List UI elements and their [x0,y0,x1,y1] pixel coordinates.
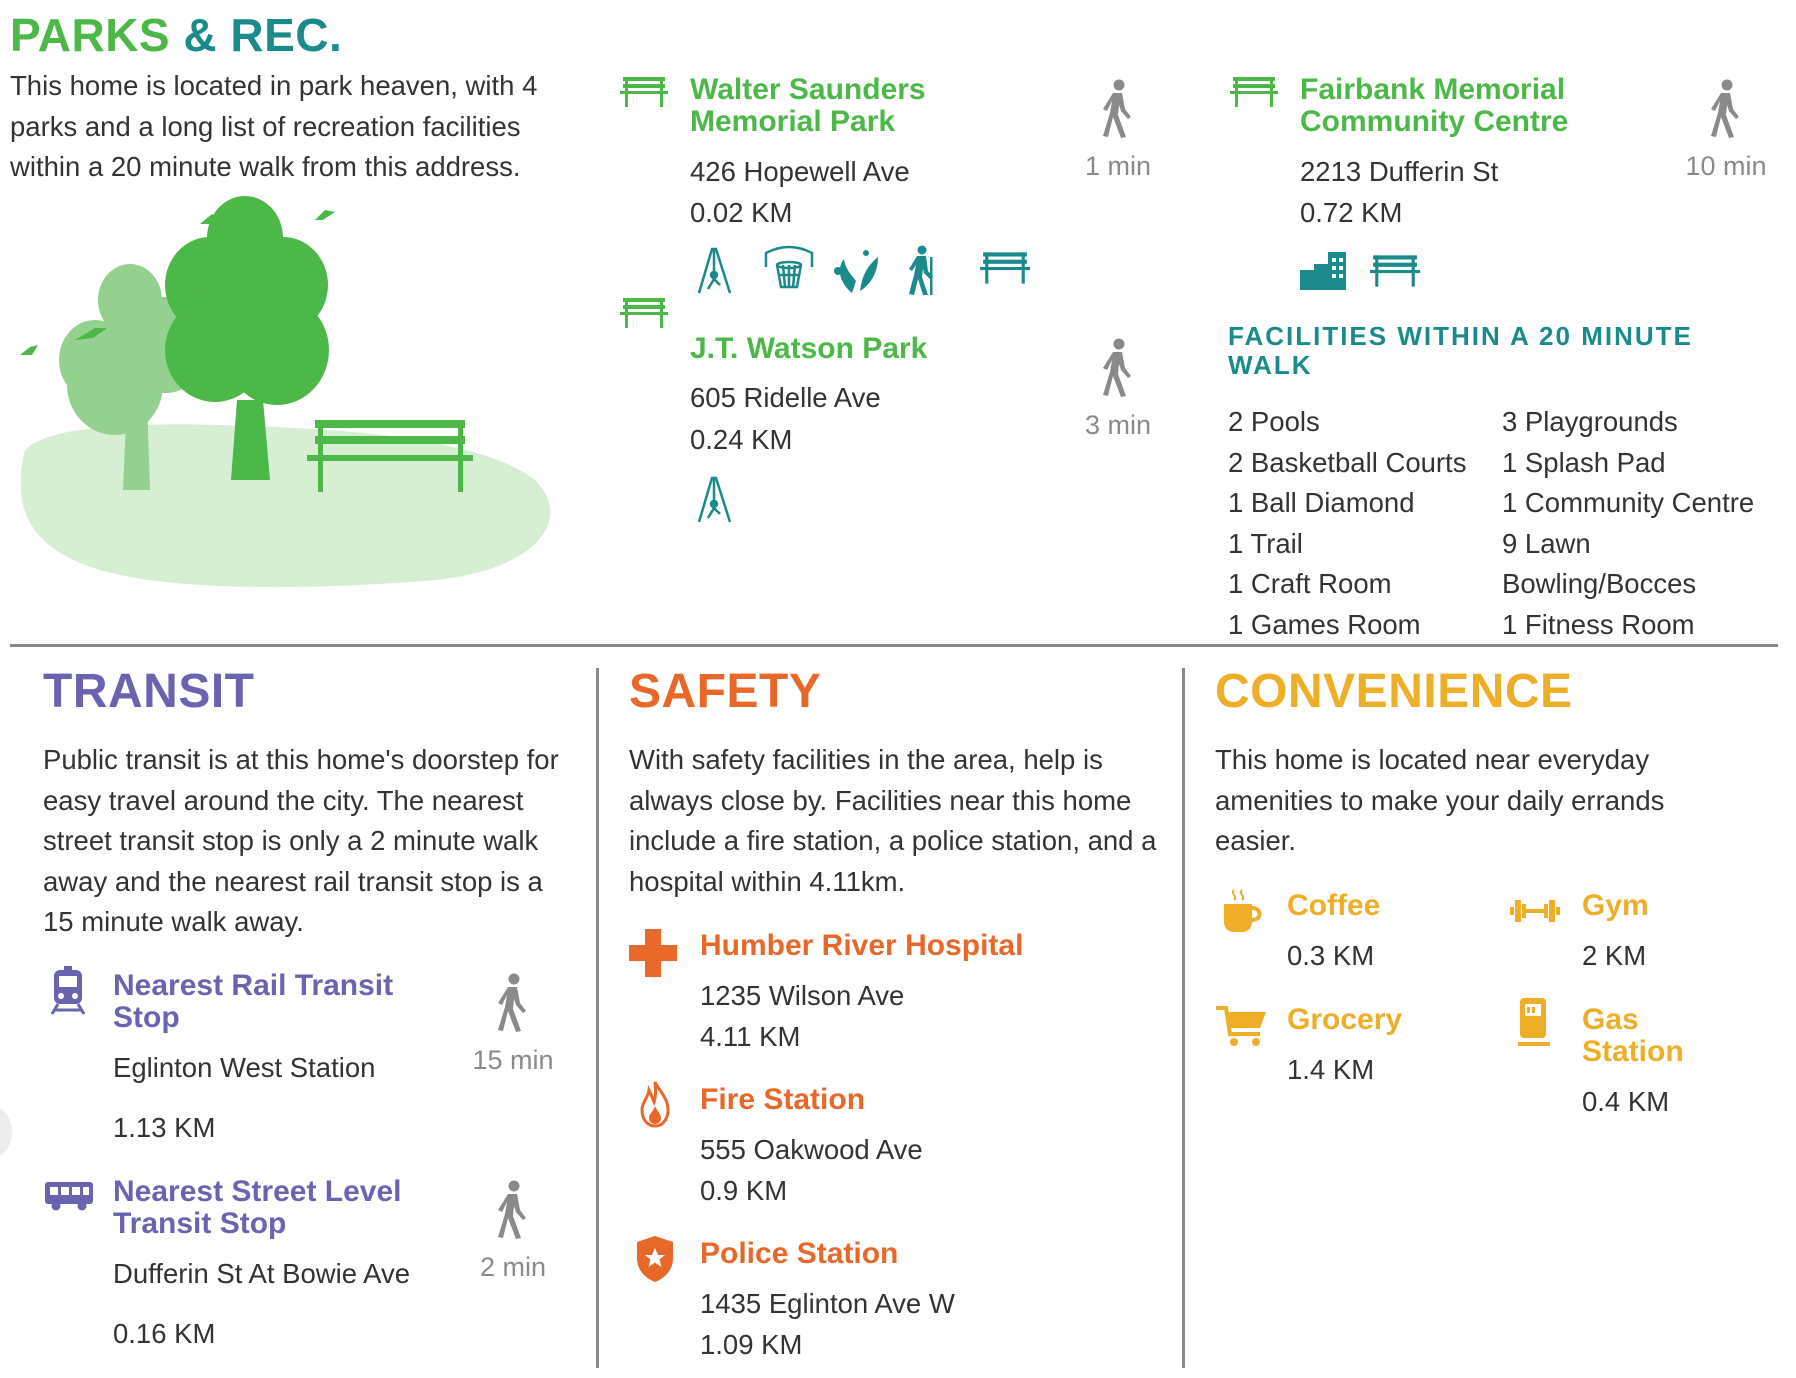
park-walter-saunders-name: Walter Saunders Memorial Park [690,73,926,138]
police-station-distance: 1.09 KM [700,1329,803,1360]
fire-station-name: Fire Station [700,1083,866,1116]
walk-time-walter-saunders: 1 min [1068,74,1168,182]
facility-item: 1 Craft Room [1228,568,1392,599]
train-icon [50,966,86,1021]
facility-item: Bowling/Bocces [1502,568,1697,599]
gas-station-distance: 0.4 KM [1582,1086,1670,1117]
parks-intro: This home is located in park heaven, with 4 parks and a long list of recreation facilities within a 20 minute walk from this address. [10,70,538,182]
grocery-label: Grocery [1287,1003,1403,1036]
fire-station-address: 555 Oakwood Ave [700,1134,923,1165]
playground-icon [699,249,730,293]
walking-icon [1098,333,1138,403]
walking-icon [493,1175,533,1245]
parks-title-part1: PARKS [10,9,171,61]
park-walter-saunders-distance: 0.02 KM [690,197,793,228]
facility-item: 1 Ball Diamond [1228,487,1415,518]
park-fairbank-amenities [1300,250,1430,297]
basketball-icon [766,247,812,287]
grocery-distance: 1.4 KM [1287,1054,1375,1085]
facility-item: 1 Community Centre [1502,487,1755,518]
park-walter-saunders-amenities [694,245,1034,300]
safety-intro: With safety facilities in the area, help is always close by. Facilities near this home include a fire station, a police station, and a hospital within 4.11km. [629,744,1157,897]
playground-icon [699,478,730,522]
column-divider [596,668,599,1368]
walking-icon [1706,74,1746,144]
bench-icon [980,252,1030,283]
trail-icon [909,246,933,296]
street-transit-heading: Nearest Street Level Transit Stop [113,1175,402,1240]
convenience-intro: This home is located near everyday amenities to make your daily errands easier. [1215,744,1665,856]
facilities-heading: FACILITIES WITHIN A 20 MINUTE WALK [1228,321,1693,380]
park-bench-icon [1230,76,1278,108]
coffee-cup-icon [1222,888,1262,939]
rail-transit-heading: Nearest Rail Transit Stop [113,969,394,1034]
community-centre-icon [1300,252,1346,290]
walk-time-fairbank: 10 min [1676,74,1776,182]
coffee-distance: 0.3 KM [1287,940,1375,971]
rail-station-distance: 1.13 KM [113,1112,216,1143]
safety-title: SAFETY [629,665,822,718]
splash-pad-icon [834,250,878,293]
police-station-address: 1435 Eglinton Ave W [700,1288,955,1319]
police-station-name: Police Station [700,1237,899,1270]
walk-time-rail: 15 min [463,968,563,1076]
hospital-address: 1235 Wilson Ave [700,980,905,1011]
gas-station-label: Gas Station [1582,1003,1684,1068]
grocery-cart-icon [1216,1004,1268,1053]
facilities-list-col1 [1228,402,1466,645]
park-jt-watson-address: 605 Ridelle Ave [690,382,881,413]
facility-item: 1 Games Room [1228,608,1421,640]
rail-station-name: Eglinton West Station [113,1052,376,1083]
gas-pump-icon [1518,998,1552,1053]
section-divider [10,644,1778,647]
hospital-distance: 4.11 KM [700,1021,801,1052]
park-illustration [15,190,555,595]
bench-icon [1370,255,1420,286]
park-bench-icon [620,76,668,108]
facility-item: 1 Splash Pad [1502,446,1666,478]
gym-label: Gym [1582,889,1649,922]
column-divider [1182,668,1185,1368]
bus-icon [44,1180,94,1217]
hospital-cross-icon [629,929,677,982]
park-jt-watson-distance: 0.24 KM [690,424,793,455]
park-walter-saunders-address: 426 Hopewell Ave [690,156,910,187]
convenience-title: CONVENIENCE [1215,665,1573,718]
facility-item: 1 Fitness Room [1502,608,1695,640]
facility-item: 1 Trail [1228,527,1303,559]
walking-icon [493,968,533,1038]
street-stop-distance: 0.16 KM [113,1318,216,1349]
hospital-name: Humber River Hospital [700,929,1024,962]
facilities-list-col2 [1502,402,1754,645]
edge-handle [0,1108,12,1156]
gym-distance: 2 KM [1582,940,1647,971]
police-badge-icon [637,1236,673,1287]
facility-item: 3 Playgrounds [1502,406,1678,437]
fire-station-distance: 0.9 KM [700,1175,788,1206]
facility-item: 2 Basketball Courts [1228,446,1467,478]
facility-item: 9 Lawn [1502,527,1591,559]
walk-time-jt-watson: 3 min [1068,333,1168,441]
transit-title: TRANSIT [43,665,255,718]
park-fairbank-distance: 0.72 KM [1300,197,1403,228]
park-fairbank-name: Fairbank Memorial Community Centre [1300,73,1569,138]
parks-title-part2: & REC. [183,9,343,61]
park-jt-watson-amenities [694,473,734,530]
street-stop-name: Dufferin St At Bowie Ave [113,1258,411,1289]
park-jt-watson-name: J.T. Watson Park [690,332,928,365]
transit-intro: Public transit is at this home's doorstep for easy travel around the city. The nearest street transit stop is only a 2 minute walk away and the nearest rail transit stop is a 15 minute walk away. [43,744,559,937]
coffee-label: Coffee [1287,889,1381,922]
walking-icon [1098,74,1138,144]
fire-icon [640,1080,670,1133]
parks-title [10,8,342,62]
park-bench-icon [620,297,668,329]
walk-time-street: 2 min [463,1175,563,1283]
park-fairbank-address: 2213 Dufferin St [1300,156,1499,187]
facility-item: 2 Pools [1228,406,1320,437]
dumbbell-icon [1510,896,1560,931]
